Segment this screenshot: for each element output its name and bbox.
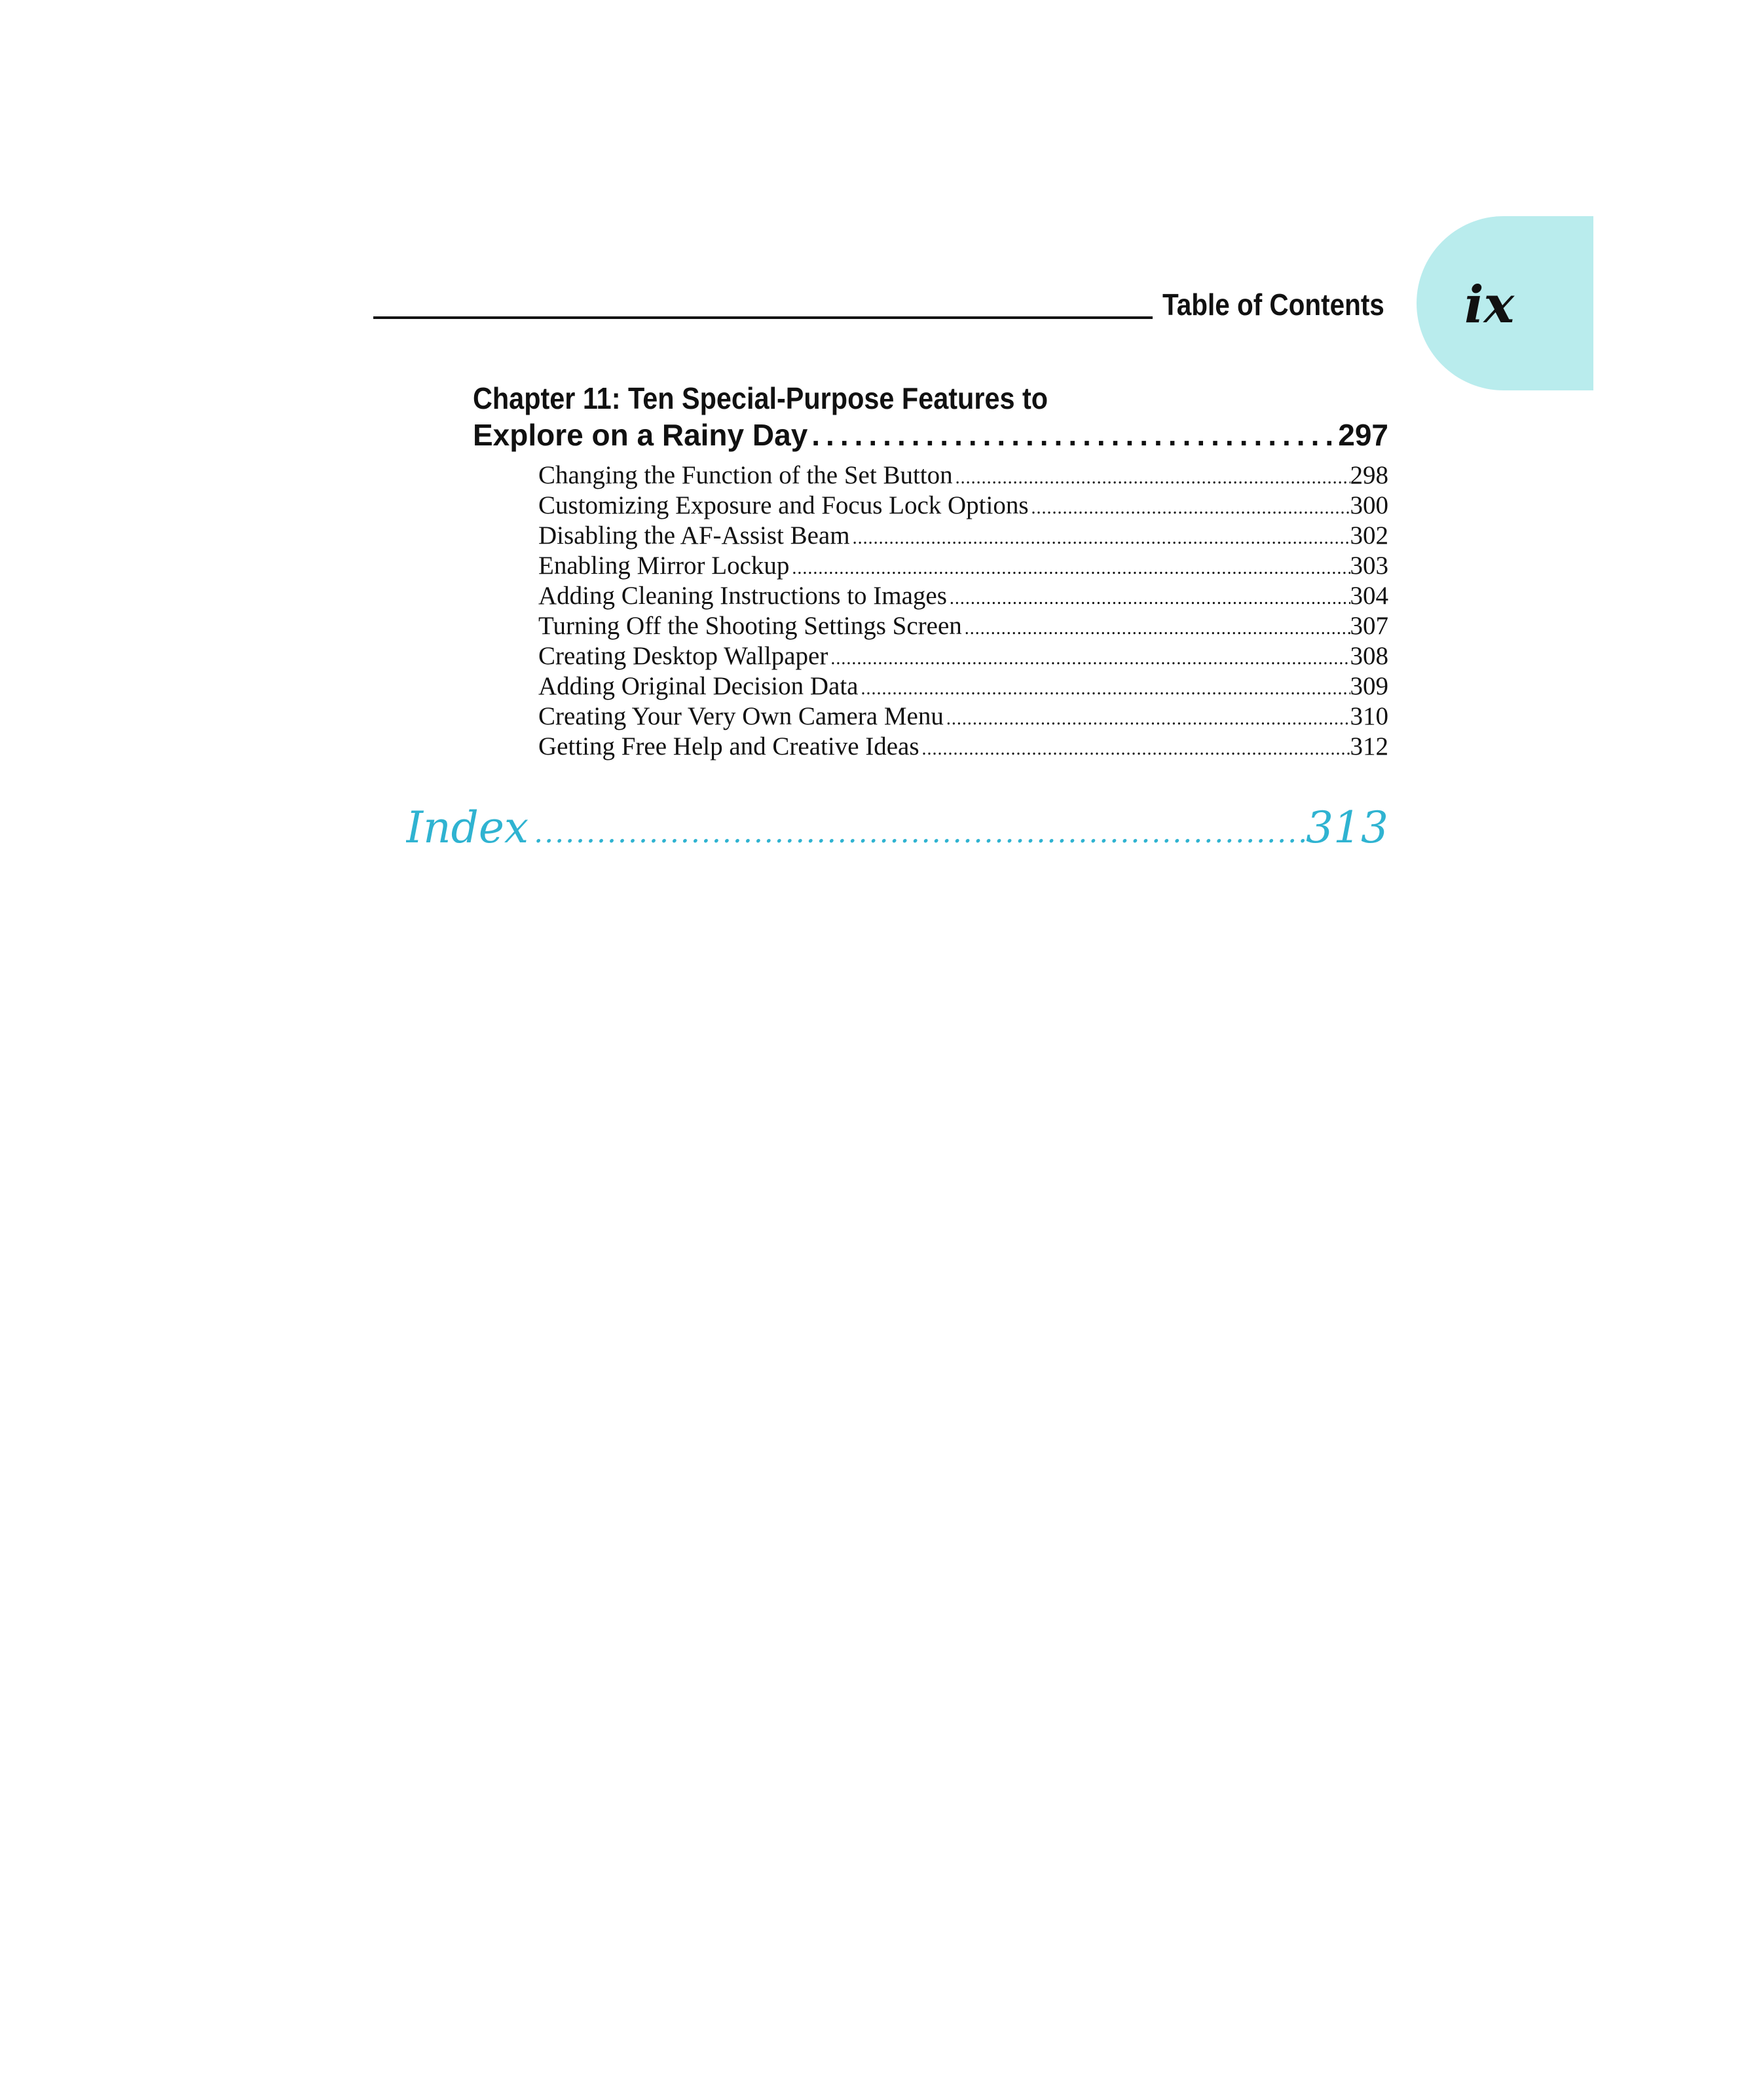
dot-leader: [962, 618, 1350, 639]
dot-leader: [828, 648, 1350, 669]
index-page-number: 313: [1306, 802, 1388, 853]
dot-leader: [789, 558, 1350, 579]
dot-leader: [947, 588, 1350, 609]
chapter-heading[interactable]: [473, 380, 1388, 453]
toc-entry-page: 302: [1350, 521, 1388, 550]
toc-entry[interactable]: [538, 551, 1388, 581]
toc-entry[interactable]: [538, 611, 1388, 641]
chapter-title-line1: Chapter 11: Ten Special-Purpose Features to: [473, 381, 1048, 415]
header-rule: [373, 316, 1153, 319]
toc-entry-page: 300: [1350, 491, 1388, 519]
toc-entry-page: 298: [1350, 461, 1388, 489]
toc-entry-page: 307: [1350, 612, 1388, 640]
page-number: ix: [1464, 275, 1515, 335]
index-title: Index: [406, 802, 529, 853]
toc-entry-title: Getting Free Help and Creative Ideas: [538, 732, 919, 760]
running-title: Table of Contents: [1162, 288, 1384, 322]
toc-entry-page: 308: [1350, 642, 1388, 670]
toc-entry[interactable]: [538, 491, 1388, 521]
toc-entry-page: 303: [1350, 552, 1388, 580]
dot-leader: [850, 528, 1350, 549]
toc-entry-title: Adding Cleaning Instructions to Images: [538, 582, 947, 610]
toc-entry[interactable]: [538, 732, 1388, 762]
dot-leader: [944, 709, 1350, 730]
chapter-title-line2-row: [473, 417, 1388, 453]
toc-entry-title: Disabling the AF-Assist Beam: [538, 521, 850, 550]
dot-leader: [919, 739, 1350, 760]
toc-entry-page: 312: [1350, 732, 1388, 760]
toc-entry-title: Changing the Function of the Set Button: [538, 461, 953, 489]
toc-entry[interactable]: [538, 641, 1388, 671]
toc-entry[interactable]: [538, 460, 1388, 491]
dot-leader: [953, 468, 1350, 489]
chapter-title-line2: Explore on a Rainy Day: [473, 418, 808, 452]
toc-entry-page: 310: [1350, 702, 1388, 730]
toc-entry[interactable]: [538, 521, 1388, 551]
toc-entry-title: Turning Off the Shooting Settings Screen: [538, 612, 962, 640]
toc-entry-page: 304: [1350, 582, 1388, 610]
toc-entry-title: Creating Your Very Own Camera Menu: [538, 702, 944, 730]
chapter-page-number: 297: [1338, 418, 1388, 452]
toc-entry-title: Adding Original Decision Data: [538, 672, 859, 700]
toc-entry[interactable]: [538, 671, 1388, 702]
toc-entry-title: Customizing Exposure and Focus Lock Options: [538, 491, 1029, 519]
toc-entry-list: [538, 460, 1388, 762]
toc-entry-page: 309: [1350, 672, 1388, 700]
toc-entry-title: Enabling Mirror Lockup: [538, 552, 790, 580]
dot-leader: [529, 816, 1306, 850]
dot-leader: [858, 679, 1350, 700]
toc-entry-title: Creating Desktop Wallpaper: [538, 642, 828, 670]
index-entry[interactable]: [406, 802, 1388, 853]
toc-entry[interactable]: [538, 702, 1388, 732]
toc-entry[interactable]: [538, 581, 1388, 611]
dot-leader: [807, 417, 1338, 453]
dot-leader: [1029, 498, 1350, 519]
